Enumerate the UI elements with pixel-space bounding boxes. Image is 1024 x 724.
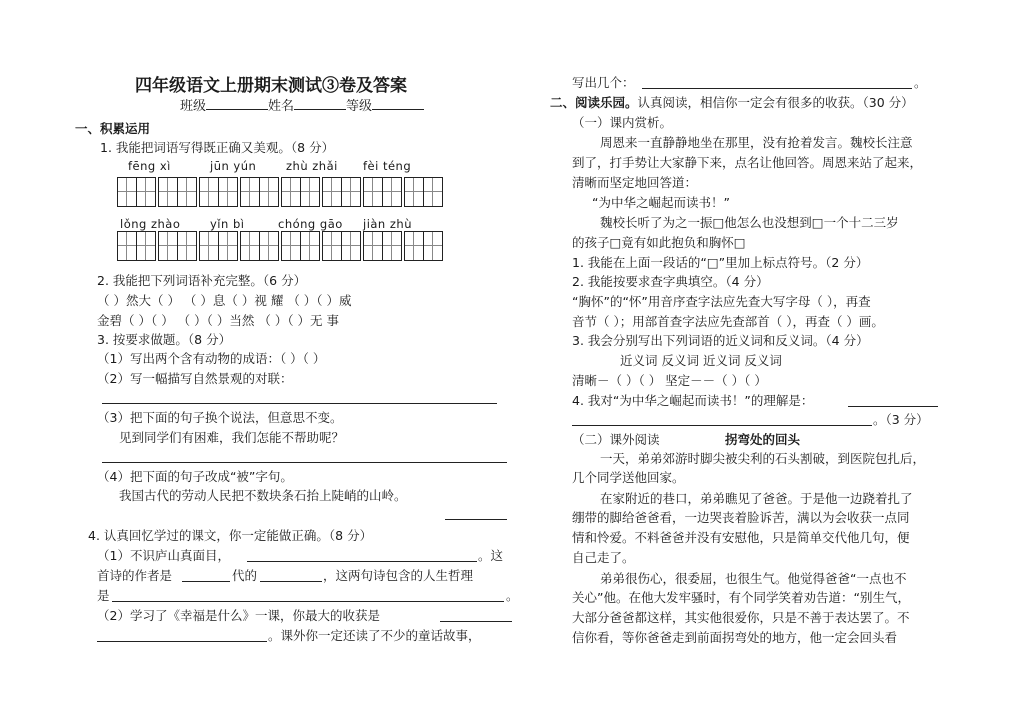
passage1-line2: 到了，打手势让大家静下来，点名让他回答。周恩来站了起来， xyxy=(572,155,923,170)
q4-1a: （1）不识庐山真面目， xyxy=(97,548,230,563)
story-line8: 关心”他。在他大发牢骚时，有个同学笑着劝告道：“别生气， xyxy=(572,590,910,605)
class-label: 班级 xyxy=(180,99,207,114)
part2-title: 拐弯处的回头 xyxy=(725,432,801,447)
part1-heading: （一）课内赏析。 xyxy=(572,115,673,130)
reading-q3: 3. 我会分别写出下列词语的近义词和反义词。（4 分） xyxy=(572,333,869,348)
pinyin-6: yǐn bì xyxy=(210,217,245,231)
q1-text: 1. 我能把词语写得既正确又美观。（8 分） xyxy=(100,140,335,155)
answer-line-q3-4[interactable] xyxy=(445,519,507,520)
reading-q4-end: 。（3 分） xyxy=(873,412,929,427)
pinyin-7: chóng gāo xyxy=(278,217,343,231)
q2-text: 2. 我能把下列词语补充完整。（6 分） xyxy=(97,273,307,288)
q4-2a: （2）学习了《幸福是什么》一课，你最大的收获是 xyxy=(97,608,380,623)
q4-1f: 是 xyxy=(97,588,110,603)
story-line2: 几个同学送他回家。 xyxy=(572,470,685,485)
q3-4: （4）把下面的句子改成“被”字句。 xyxy=(97,469,293,484)
story-line1: 一天，弟弟郊游时脚尖被尖利的石头割破，到医院包扎后， xyxy=(600,451,926,466)
reading-q2-b: 音节（ ）；用部首查字法应先查部首（ ），再查（ ）画。 xyxy=(572,314,884,329)
story-line10: 信你看，等你爸爸走到前面拐弯处的地方，他一定会回头看 xyxy=(572,630,898,645)
q4-1c: 首诗的作者是 xyxy=(97,568,173,583)
top-line-end: 。 xyxy=(914,75,927,90)
section2-instruction: 认真阅读，相信你一定会有很多的收获。（30 分） xyxy=(637,95,914,110)
student-info xyxy=(180,99,424,115)
q3-text: 3. 按要求做题。（8 分） xyxy=(97,332,232,347)
answer-line-philosophy[interactable] xyxy=(112,601,504,602)
passage1-line1: 周恩来一直静静地坐在那里，没有抢着发言。魏校长注意 xyxy=(600,135,913,150)
writing-grid-row2[interactable] xyxy=(117,231,445,261)
pinyin-3: zhù zhǎi xyxy=(286,159,338,173)
q3-1: （1）写出两个含有动物的成语：（ ）（ ） xyxy=(97,351,326,366)
reading-q2-a: “胸怀”的“怀”用音序查字法应先查大写字母（ ），再查 xyxy=(572,294,871,309)
story-line4: 绷带的脚给爸爸看，一边哭丧着脸诉苦，满以为会收获一点同 xyxy=(572,510,910,525)
pinyin-8: jiàn zhù xyxy=(363,217,412,231)
answer-line-r4a[interactable] xyxy=(848,406,938,407)
passage1-line5: 的孩子□竟有如此抱负和胸怀□ xyxy=(572,235,746,250)
story-line7: 弟弟很伤心，很委屈，也很生气。他觉得爸爸“一点也不 xyxy=(600,571,907,586)
pinyin-2: jūn yún xyxy=(210,159,257,173)
answer-line-dynasty[interactable] xyxy=(260,581,322,582)
part2-heading: （二）课外阅读 xyxy=(572,432,660,447)
story-line5: 情和怜爱。不料爸爸并没有安慰他，只是简单交代他几句，便 xyxy=(572,530,910,545)
q3-3-sentence: 见到同学们有困难，我们怎能不帮助呢？ xyxy=(119,430,345,445)
writing-grid-row1[interactable] xyxy=(117,177,445,207)
name-field[interactable] xyxy=(294,109,346,110)
grade-field[interactable] xyxy=(372,109,424,110)
pinyin-4: fèi téng xyxy=(363,159,412,173)
q3-2: （2）写一幅描写自然景观的对联： xyxy=(97,371,293,386)
name-label: 姓名 xyxy=(268,99,295,114)
passage1-quote: “为中华之崛起而读书！” xyxy=(592,195,730,210)
q4-1d: 代的 xyxy=(232,568,258,583)
answer-line-q4-2b[interactable] xyxy=(97,641,267,642)
section2-title: 二、阅读乐园。 xyxy=(550,95,638,110)
section2-heading xyxy=(550,95,914,111)
answer-line-r4b[interactable] xyxy=(572,425,872,426)
q4-1g: 。 xyxy=(506,588,519,603)
story-line6: 自己走了。 xyxy=(572,550,635,565)
answer-line-q4-1a[interactable] xyxy=(247,561,477,562)
answer-line-q3-2[interactable] xyxy=(102,403,497,404)
reading-q3-headers: 近义词 反义词 近义词 反义词 xyxy=(620,353,782,368)
answer-line-q4-2a[interactable] xyxy=(440,621,512,622)
pinyin-5: lǒng zhào xyxy=(120,217,181,231)
page-title: 四年级语文上册期末测试③卷及答案 xyxy=(135,76,407,96)
story-line9: 大部分爸爸都这样，其实他很爱你，只是不善于表达罢了。不 xyxy=(572,610,910,625)
passage1-line4: 魏校长听了为之一振□他怎么也没想到□一个十二三岁 xyxy=(600,215,899,230)
reading-q4: 4. 我对“为中华之崛起而读书！”的理解是： xyxy=(572,393,814,408)
reading-q2: 2. 我能按要求查字典填空。（4 分） xyxy=(572,274,769,289)
reading-q1: 1. 我能在上面一段话的“□”里加上标点符号。（2 分） xyxy=(572,255,869,270)
q2-line1: （ ）然大（ ） （ ）息（ ）视 耀 （ ）（ ）威 xyxy=(97,293,352,308)
q4-1e: ，这两句诗包含的人生哲理 xyxy=(323,568,474,583)
passage1-line3: 清晰而坚定地回答道： xyxy=(572,175,698,190)
q2-line2: 金碧（ ）（ ） （ ）（ ）当然 （ ）（ ）无 事 xyxy=(97,313,340,328)
pinyin-1: fēng xì xyxy=(128,159,171,173)
class-field[interactable] xyxy=(206,109,268,110)
q4-2b: 。课外你一定还读了不少的童话故事， xyxy=(268,628,481,643)
top-line: 写出几个： xyxy=(572,75,635,90)
answer-line-author[interactable] xyxy=(182,581,230,582)
answer-line-top[interactable] xyxy=(642,88,912,89)
q3-3: （3）把下面的句子换个说法，但意思不变。 xyxy=(97,410,343,425)
story-line3: 在家附近的巷口，弟弟瞧见了爸爸。于是他一边跷着扎了 xyxy=(600,491,913,506)
q4-1b: 。这 xyxy=(478,548,504,563)
answer-line-q3-3[interactable] xyxy=(102,462,507,463)
reading-q3-answers: 清晰－（ ）（ ） 坚定－－（ ）（ ） xyxy=(572,373,767,388)
grade-label: 等级 xyxy=(346,99,373,114)
section1-heading: 一、积累运用 xyxy=(75,121,151,136)
q3-4-sentence: 我国古代的劳动人民把不数块条石抬上陡峭的山岭。 xyxy=(119,488,407,503)
q4-text: 4. 认真回忆学过的课文，你一定能做正确。（8 分） xyxy=(88,528,373,543)
